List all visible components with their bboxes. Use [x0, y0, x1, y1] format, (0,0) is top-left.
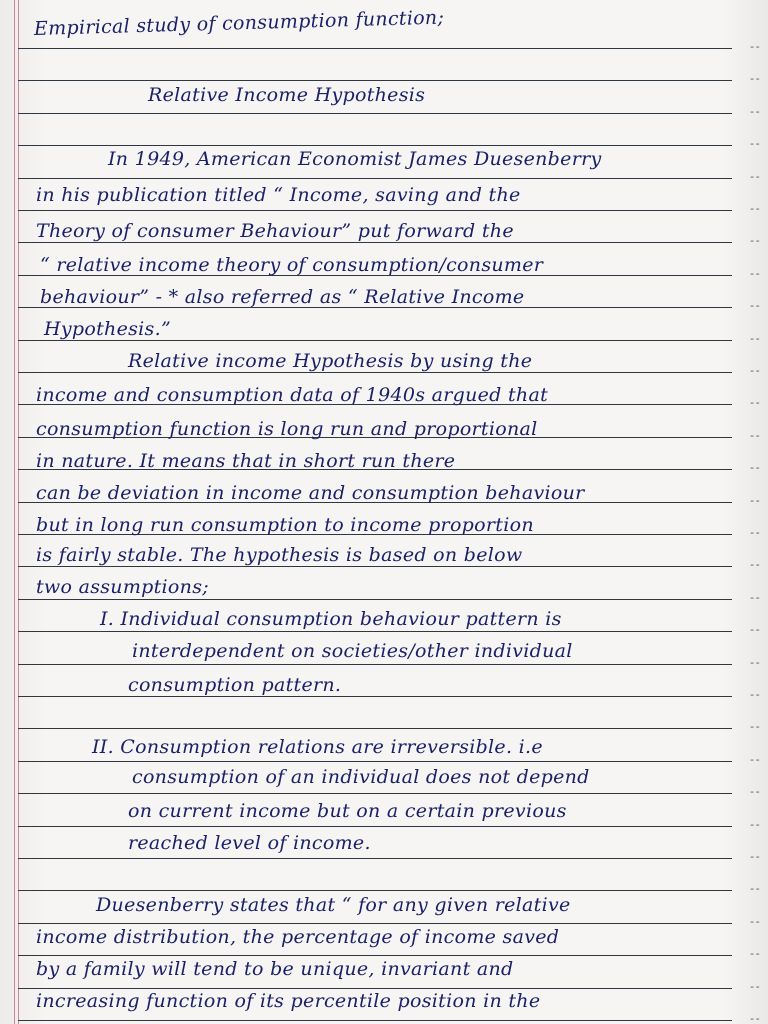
- edge-mark: --: [748, 396, 760, 409]
- text-line: consumption pattern.: [128, 674, 342, 696]
- ruled-line: [18, 566, 732, 567]
- edge-mark: --: [748, 882, 760, 895]
- text-line: behaviour” - * also referred as “ Relative Income: [40, 286, 525, 308]
- text-line: by a family will tend to be unique, invariant and: [36, 958, 514, 980]
- edge-mark: --: [748, 558, 760, 571]
- text-line: can be deviation in income and consumption behaviour: [36, 482, 585, 504]
- ruled-line: [18, 242, 732, 243]
- edge-mark: --: [748, 202, 760, 215]
- text-line: consumption function is long run and proportional: [36, 418, 538, 440]
- ruled-line: [18, 955, 732, 956]
- edge-mark: --: [748, 915, 760, 928]
- ruled-line: [18, 631, 732, 632]
- edge-mark: --: [748, 461, 760, 474]
- ruled-line: [18, 145, 732, 146]
- ruled-line: [18, 599, 732, 600]
- edge-mark: --: [748, 429, 760, 442]
- ruled-line: [18, 923, 732, 924]
- edge-mark: --: [748, 364, 760, 377]
- text-line: I. Individual consumption behaviour pattern is: [100, 608, 562, 630]
- text-line: consumption of an individual does not depend: [132, 766, 590, 788]
- text-line: interdependent on societies/other individual: [132, 640, 573, 662]
- page-title: Empirical study of consumption function;: [33, 6, 445, 40]
- text-line: In 1949, American Economist James Duesenberry: [108, 148, 602, 170]
- margin-line: [14, 0, 15, 1024]
- edge-mark: --: [748, 267, 760, 280]
- margin-line: [18, 0, 19, 1024]
- edge-mark: --: [748, 234, 760, 247]
- edge-mark: --: [748, 137, 760, 150]
- ruled-line: [18, 664, 732, 665]
- text-line: income distribution, the percentage of income saved: [36, 926, 560, 948]
- ruled-line: [18, 858, 732, 859]
- text-line: Hypothesis.”: [44, 318, 171, 340]
- text-line: income and consumption data of 1940s argued that: [36, 384, 549, 406]
- text-line: in his publication titled “ Income, saving and the: [36, 184, 521, 206]
- ruled-line: [18, 113, 732, 114]
- edge-mark: --: [748, 105, 760, 118]
- text-line: Relative income Hypothesis by using the: [128, 350, 533, 372]
- text-line: Theory of consumer Behaviour” put forward the: [36, 220, 514, 242]
- text-line: reached level of income.: [128, 832, 371, 854]
- text-line: is fairly stable. The hypothesis is based on below: [36, 544, 523, 566]
- edge-mark: --: [748, 785, 760, 798]
- edge-mark: --: [748, 623, 760, 636]
- section-heading: Relative Income Hypothesis: [148, 84, 426, 106]
- edge-mark: --: [748, 72, 760, 85]
- edge-mark: --: [748, 980, 760, 993]
- text-line: increasing function of its percentile position in the: [36, 990, 541, 1012]
- text-line: on current income but on a certain previous: [128, 800, 567, 822]
- ruled-line: [18, 210, 732, 211]
- edge-mark: --: [748, 656, 760, 669]
- edge-mark: --: [748, 1012, 760, 1024]
- ruled-line: [18, 728, 732, 729]
- ruled-line: [18, 340, 732, 341]
- edge-mark: --: [748, 591, 760, 604]
- ruled-line: [18, 890, 732, 891]
- ruled-line: [18, 761, 732, 762]
- edge-mark: --: [748, 526, 760, 539]
- edge-mark: --: [748, 947, 760, 960]
- edge-mark: --: [748, 720, 760, 733]
- edge-mark: --: [748, 850, 760, 863]
- ruled-line: [18, 826, 732, 827]
- ruled-line: [18, 988, 732, 989]
- text-line: two assumptions;: [36, 576, 209, 598]
- ruled-line: [18, 372, 732, 373]
- text-line: “ relative income theory of consumption/consumer: [40, 254, 544, 276]
- text-line: in nature. It means that in short run there: [36, 450, 456, 472]
- edge-mark: --: [748, 818, 760, 831]
- edge-mark: --: [748, 332, 760, 345]
- edge-mark: --: [748, 40, 760, 53]
- text-line: Duesenberry states that “ for any given relative: [96, 894, 571, 916]
- edge-mark: --: [748, 753, 760, 766]
- edge-mark: --: [748, 299, 760, 312]
- ruled-line: [18, 696, 732, 697]
- ruled-line: [18, 48, 732, 49]
- edge-mark: --: [748, 170, 760, 183]
- edge-mark: --: [748, 494, 760, 507]
- ruled-line: [18, 80, 732, 81]
- text-line: but in long run consumption to income proportion: [36, 514, 534, 536]
- text-line: II. Consumption relations are irreversible. i.e: [92, 736, 543, 758]
- ruled-line: [18, 793, 732, 794]
- ruled-line: [18, 1020, 732, 1021]
- ruled-line: [18, 178, 732, 179]
- edge-mark: --: [748, 688, 760, 701]
